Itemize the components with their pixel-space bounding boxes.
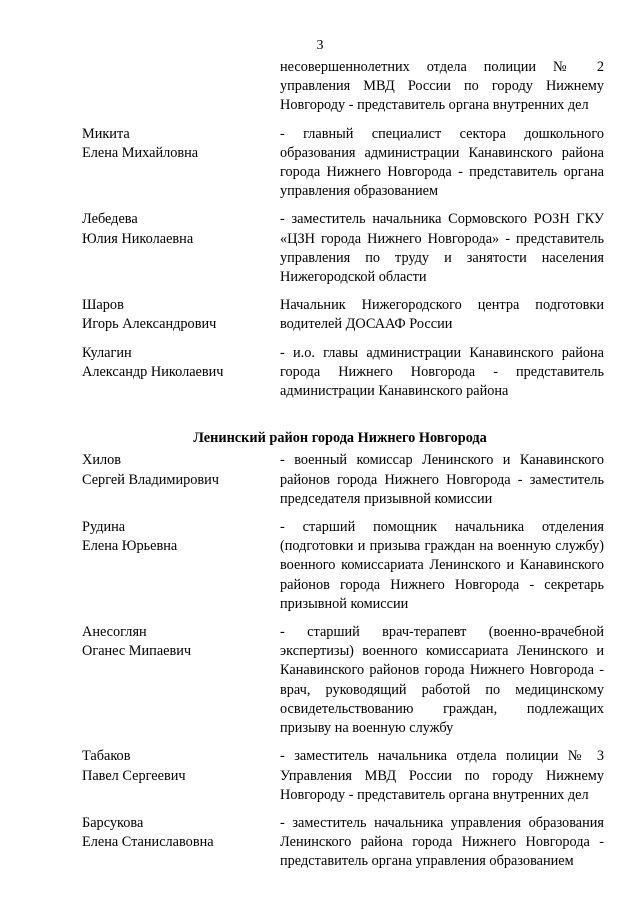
member-name: [82, 623, 280, 738]
member-name: [82, 747, 280, 805]
member-given-names: Игорь Александрович: [82, 316, 217, 333]
member-role: - заместитель начальника управления образования Ленинского района города Нижнего Новгорода - представитель органа управления образованием: [280, 814, 604, 870]
member-surname: Барсукова: [82, 814, 144, 831]
member-entry: [82, 210, 604, 287]
member-entry: [82, 125, 604, 202]
member-entry: [82, 296, 604, 334]
member-surname: Шаров: [82, 297, 124, 314]
member-given-names: Оганес Мипаевич: [82, 643, 192, 660]
member-name: [82, 518, 280, 614]
member-name: [82, 814, 280, 872]
member-surname: Кулагин: [82, 344, 132, 361]
member-given-names: Александр Николаевич: [82, 363, 224, 380]
member-surname: Хилов: [82, 452, 122, 469]
member-role: несовершеннолетних отдела полиции № 2 управления МВД России по городу Нижнему Новгороду - представитель органа внутренних дел: [280, 59, 604, 114]
member-role: - военный комиссар Ленинского и Канавинского районов города Нижнего Новгорода - заместитель председателя призывной комиссии: [280, 452, 604, 507]
member-entry: [82, 344, 604, 402]
member-surname: Табаков: [82, 748, 131, 765]
member-surname: Лебедева: [82, 211, 138, 228]
member-name: [82, 296, 280, 334]
member-surname: Микита: [82, 125, 130, 142]
member-entry: [82, 451, 604, 509]
member-role: - и.о. главы администрации Канавинского района города Нижнего Новгорода - представитель администрации Канавинского района: [280, 344, 604, 400]
member-given-names: Елена Михайловна: [82, 144, 199, 161]
member-role: - старший помощник начальника отделения (подготовки и призыва граждан на военную службу) военного комиссариата Ленинского и Канавинского районов города Нижнего Новгорода - секретарь призывной комиссии: [280, 519, 604, 612]
member-role: - заместитель начальника Сормовского РОЗН ГКУ «ЦЗН города Нижнего Новгорода» - представитель управления по труду и занятости населения Нижегородской области: [280, 211, 604, 286]
member-surname: Анесоглян: [82, 624, 147, 641]
member-role: Начальник Нижегородского центра подготовки водителей ДОСААФ России: [280, 297, 604, 333]
member-name: [82, 58, 280, 116]
member-given-names: Елена Станиславовна: [82, 834, 214, 851]
member-given-names: Сергей Владимирович: [82, 471, 219, 488]
commission-list: [82, 58, 604, 872]
member-role: - старший врач-терапевт (военно-врачебной экспертизы) военного комиссариата Ленинского и Канавинского районов города Нижнего Новгорода - врач, руководящий работой по медицинскому освидетельствованию граждан, подлежащих призыву на военную службу: [280, 624, 604, 737]
page-number: 3: [316, 38, 324, 53]
member-name: [82, 125, 280, 202]
member-role: - заместитель начальника отдела полиции № 3 Управления МВД России по городу Нижнему Новгороду - представитель органа внутренних дел: [280, 748, 604, 803]
member-name: [82, 210, 280, 287]
section-title: Ленинский район города Нижнего Новгорода: [193, 430, 487, 447]
member-entry: [82, 518, 604, 614]
member-entry: [82, 623, 604, 738]
member-given-names: Юлия Николаевна: [82, 230, 194, 247]
member-entry: [82, 747, 604, 805]
member-given-names: Елена Юрьевна: [82, 538, 178, 555]
member-name: [82, 451, 280, 509]
member-entry: [82, 814, 604, 872]
member-name: [82, 344, 280, 402]
member-surname: Рудина: [82, 519, 126, 536]
member-given-names: Павел Сергеевич: [82, 767, 186, 784]
member-entry-continued: [82, 58, 604, 116]
member-role: - главный специалист сектора дошкольного образования администрации Канавинского района города Нижнего Новгорода - представитель органа управления образованием: [280, 125, 604, 200]
